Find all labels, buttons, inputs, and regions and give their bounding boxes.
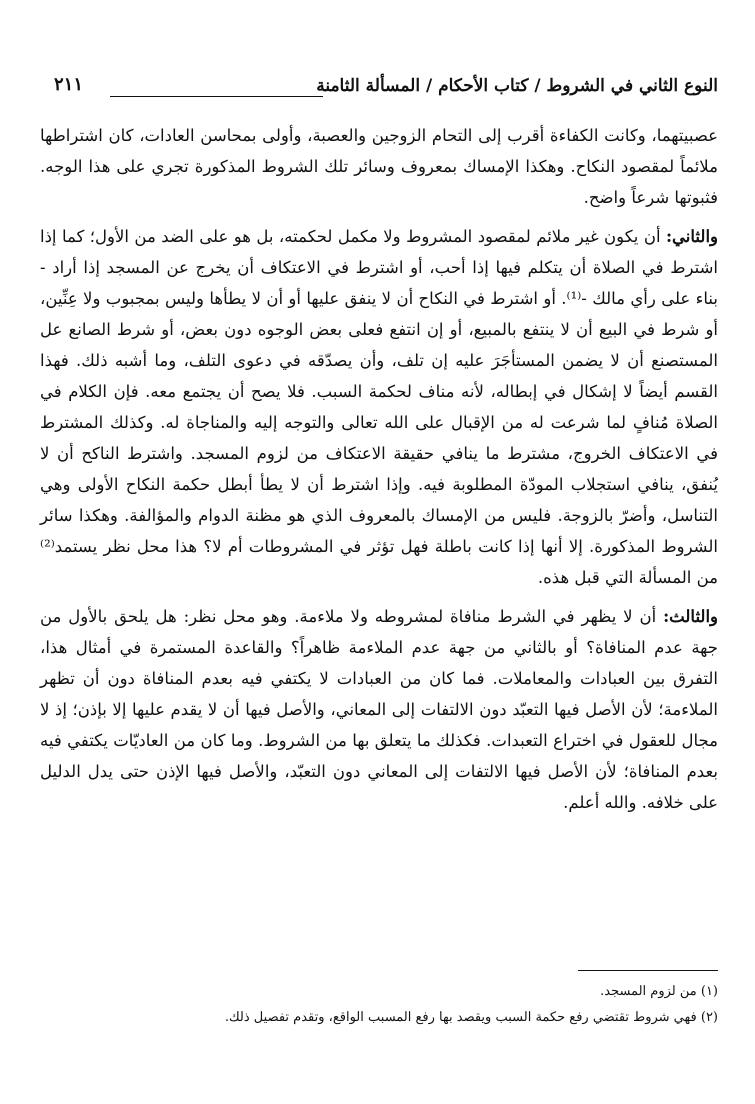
- footnotes: [40, 970, 718, 1031]
- book-page: [40, 70, 718, 1025]
- footnote-rule: [578, 970, 718, 971]
- paragraph: [40, 601, 718, 818]
- paragraph: [40, 120, 718, 213]
- paragraph: [40, 221, 718, 593]
- page-number: ٢١١: [54, 74, 84, 95]
- footnote: (١) من لزوم المسجد.: [600, 984, 718, 999]
- paragraph-text: أن يكون غير ملائم لمقصود المشروط ولا مكمل لحكمته، بل هو على الضد من الأول؛ كما إذا اشترط في الصلاة أن يتكلم فيها إذا أحب، أو اشترط في الاعتكاف أن يخرج عن المسجد إذا أراد - بناء على رأي مالك -⁽¹⁾. أو اشترط في النكاح أن لا ينفق عليها أو أن لا يطأها وليس بمجبوب ولا عِنِّين، أو شرط في البيع أن لا ينتفع بالمبيع، أو إن انتفع فعلى بعض الوجوه دون بعض، أو شرط الصانع عل المستصنع أن لا يضمن المستأجَرَ عليه إن تلف، وأن يصدّقه في دعوى التلف، وما أشبه ذلك. فهذا القسم أيضاً لا إشكال في إبطاله، لأنه مناف لحكمة السبب. فلا يصح أن يجتمع معه. فإن الكلام في الصلاة مُنافٍ لما شرعت له من الإقبال على الله تعالى والتوجه إليه والمناجاة له. وكذلك المشترط في الاعتكاف الخروج، مشترط ما ينافي حقيقة الاعتكاف من لزوم المسجد. واشترط الناكح أن لا يُنفق، ينافي استجلاب المودّة المطلوبة فيه. وإذا اشترط أن لا يطأ أبطل حكمة النكاح الأولى وهي التناسل، وأضرّ بالزوجة. فليس من الإمساك بالمعروف الذي هو مظنة الدوام والمؤالفة. وهكذا سائر الشروط المذكورة. إلا أنها إذا كانت باطلة فهل تؤثر في المشروطات أم لا؟ هذا محل نظر يستمد⁽²⁾ من المسألة التي قبل هذه.: [40, 227, 718, 587]
- page-body: [40, 120, 718, 818]
- header-title: النوع الثاني في الشروط / كتاب الأحكام / المسألة الثامنة: [316, 76, 718, 96]
- paragraph-lead: والثالث:: [663, 607, 718, 626]
- footnote: (٢) فهي شروط تقتضي رفع حكمة السبب ويقصد بها رفع المسبب الواقع، وتقدم تفصيل ذلك.: [224, 1010, 718, 1025]
- running-header: [40, 70, 718, 104]
- header-rule: [110, 96, 323, 97]
- paragraph-text: أن لا يظهر في الشرط منافاة لمشروطه ولا ملاءمة. وهو محل نظر: هل يلحق بالأول من جهة عدم المنافاة؟ أو بالثاني من جهة عدم الملاءمة ظاهراً؟ والقاعدة المستمرة في أمثال هذا، التفرق بين العبادات والمعاملات. فما كان من العبادات لا يكتفي فيه بعدم المنافاة دون أن تظهر الملاءمة؛ لأن الأصل فيها التعبّد دون الالتفات إلى المعاني، والأصل فيها أن لا يقدم عليها إلا بإذن؛ إذ لا مجال للعقول في اختراع التعبدات. فكذلك ما يتعلق بها من الشروط. وما كان من العاديّات يكتفي فيه بعدم المنافاة؛ لأن الأصل فيها الالتفات إلى المعاني دون التعبّد، والأصل فيها الإذن حتى يدل الدليل على خلافه. والله أعلم.: [40, 607, 718, 812]
- paragraph-text: عصبيتهما، وكانت الكفاءة أقرب إلى التحام الزوجين والعصبة، وأولى بمحاسن العادات، كان اشتراطها ملائماً لمقصود النكاح. وهكذا الإمساك بمعروف وسائر تلك الشروط المذكورة تجري على هذا الوجه. فثبوتها شرعاً واضح.: [40, 126, 718, 207]
- paragraph-lead: والثاني:: [665, 227, 718, 246]
